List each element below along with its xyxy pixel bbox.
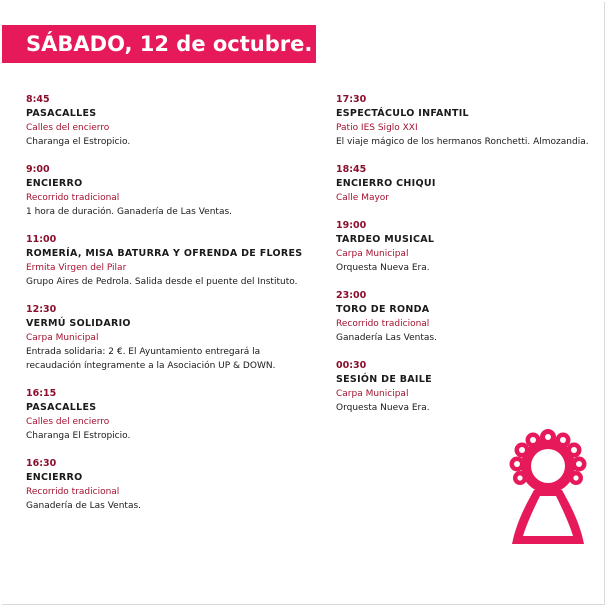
event-time: 23:00 (336, 290, 367, 301)
event-time: 16:15 (26, 388, 57, 399)
event-item (26, 387, 316, 443)
event-time: 11:00 (26, 234, 57, 245)
event-place: Calles del encierro (26, 123, 110, 133)
event-item (26, 93, 316, 149)
event-item (26, 457, 316, 513)
event-item (26, 163, 316, 219)
event-item (336, 163, 606, 205)
schedule-left-column (26, 93, 316, 527)
event-name: PASACALLES (26, 108, 97, 119)
event-description: El viaje mágico de los hermanos Ronchetti. Almozandia. (336, 137, 589, 147)
event-place: Calles del encierro (26, 417, 110, 427)
event-place: Carpa Municipal (336, 249, 409, 259)
event-time: 16:30 (26, 458, 57, 469)
event-description: 1 hora de duración. Ganadería de Las Ventas. (26, 207, 233, 217)
event-place: Carpa Municipal (26, 333, 99, 343)
event-description: Ganadería Las Ventas. (336, 333, 437, 343)
day-title: SÁBADO, 12 de octubre. (2, 25, 316, 63)
event-place: Patio IES Siglo XXI (336, 123, 418, 133)
event-time: 17:30 (336, 94, 367, 105)
event-place: Carpa Municipal (336, 389, 409, 399)
schedule-right-column (336, 93, 606, 429)
event-item (336, 219, 606, 275)
event-description: Orquesta Nueva Era. (336, 263, 430, 273)
event-place: Calle Mayor (336, 193, 390, 203)
event-name: ENCIERRO CHIQUI (336, 178, 436, 189)
event-name: TORO DE RONDA (336, 304, 430, 315)
event-time: 00:30 (336, 360, 367, 371)
event-item (336, 359, 606, 415)
event-description: Entrada solidaria: 2 €. El Ayuntamiento entregará la recaudación íntegramente a la Asociación UP & DOWN. (26, 347, 276, 371)
event-name: ESPECTÁCULO INFANTIL (336, 108, 469, 119)
event-name: ENCIERRO (26, 178, 83, 189)
event-description: Ganadería de Las Ventas. (26, 501, 142, 511)
event-item (26, 303, 316, 373)
event-time: 12:30 (26, 304, 57, 315)
event-name: PASACALLES (26, 402, 97, 413)
event-description: Grupo Aires de Pedrola. Salida desde el puente del Instituto. (26, 277, 298, 287)
event-description: Charanga El Estropicio. (26, 431, 131, 441)
event-place: Recorrido tradicional (26, 193, 120, 203)
event-name: TARDEO MUSICAL (336, 234, 435, 245)
event-name: ROMERÍA, MISA BATURRA Y OFRENDA DE FLORES (26, 248, 303, 259)
event-item (26, 233, 316, 289)
event-name: VERMÚ SOLIDARIO (26, 318, 131, 329)
event-time: 9:00 (26, 164, 50, 175)
event-name: ENCIERRO (26, 472, 83, 483)
event-time: 8:45 (26, 94, 50, 105)
event-time: 18:45 (336, 164, 367, 175)
event-place: Recorrido tradicional (26, 487, 120, 497)
event-item (336, 289, 606, 345)
event-description: Orquesta Nueva Era. (336, 403, 430, 413)
event-place: Ermita Virgen del Pilar (26, 263, 127, 273)
event-description: Charanga el Estropicio. (26, 137, 131, 147)
virgen-del-pilar-logo (502, 426, 594, 550)
event-place: Recorrido tradicional (336, 319, 430, 329)
event-item (336, 93, 606, 149)
event-name: SESIÓN DE BAILE (336, 374, 432, 385)
event-time: 19:00 (336, 220, 367, 231)
